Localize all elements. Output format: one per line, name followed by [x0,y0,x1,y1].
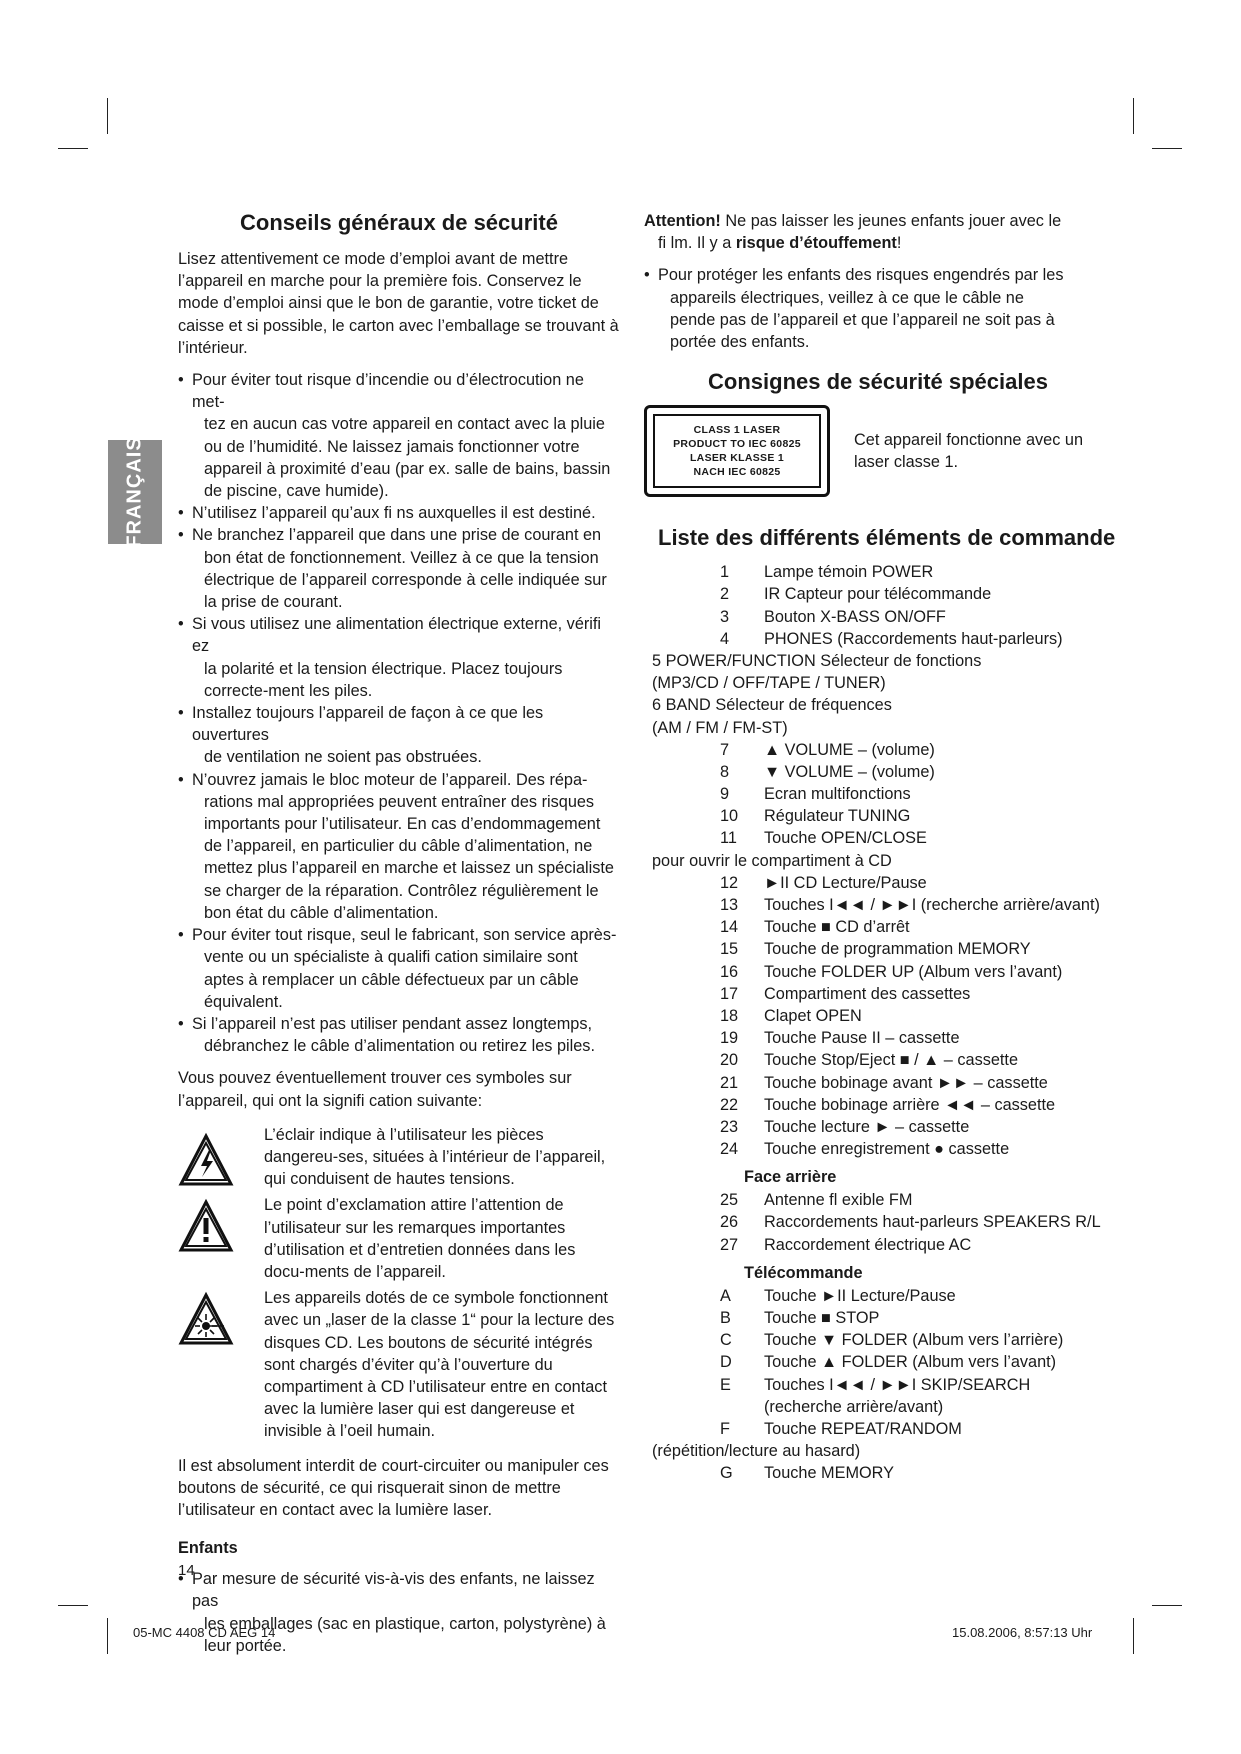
list-item: • N’utilisez l’appareil qu’aux fi ns auxquelles il est destiné. [178,502,620,524]
footer-right: 15.08.2006, 8:57:13 Uhr [952,1625,1093,1640]
laser-symbol-text: Les appareils dotés de ce symbole fonctionnent avec un „laser de la classe 1“ pour la lecture des disques CD. Les boutons de sécurité intégrés sont chargés d’éviter qu’à l’ouverture du compartiment à CD l’utilisateur entre en contact avec la lumière laser qui est dangereuse et invisible à l’oeil humain. [264,1289,615,1441]
symbols-list [178,1124,620,1443]
laser-label-line: PRODUCT TO IEC 60825 [673,438,801,451]
language-tab-label: FRANÇAIS [123,436,146,548]
list-item: 23 Touche lecture ► – cassette [720,1117,970,1136]
list-item: 13 Touches I◄◄ / ►►I (recherche arrière/avant) [720,896,1100,915]
list-item: pour ouvrir le compartiment à CD [652,851,892,870]
list-item: 21 Touche bobinage avant ►► – cassette [720,1073,1048,1092]
symbol-row [178,1124,620,1191]
crop-mark [1133,1618,1134,1654]
crop-mark [58,1605,88,1606]
list-item: (AM / FM / FM-ST) [652,718,788,737]
list-item: G Touche MEMORY [720,1464,894,1483]
list-item: F Touche REPEAT/RANDOM [720,1419,962,1438]
general-safety-title: Conseils généraux de sécurité [240,210,558,235]
list-item: • Si vous utilisez une alimentation électrique externe, vérifi ez la polarité et la tension électrique. Placez toujours correcte-ment les piles. [178,613,620,702]
crop-mark [107,98,108,134]
lightning-warning-icon [178,1132,240,1188]
symbol-row [178,1287,620,1442]
laser-class-label [644,405,830,497]
symbol-row [178,1194,620,1283]
list-item: 11 Touche OPEN/CLOSE [720,829,927,848]
protect-bullet-list [644,264,1144,353]
list-item: 1 Lampe témoin POWER [720,563,934,582]
list-item: • Ne branchez l’appareil que dans une prise de courant en bon état de fonctionnement. Veillez à ce que la tension électrique de l’appareil corresponde à celle indiquée sur la prise de courant. [178,524,620,613]
laser-label-line: CLASS 1 LASER [693,424,781,437]
controls-list [644,561,1144,1160]
list-item: 7 ▲ VOLUME – (volume) [720,740,935,759]
list-item: D Touche ▲ FOLDER (Album vers l’avant) [720,1353,1057,1372]
rear-list [644,1189,1144,1256]
list-item: 26 Raccordements haut-parleurs SPEAKERS R/L [720,1213,1101,1232]
rear-heading: Face arrière [744,1168,837,1187]
list-item: 25 Antenne fl exible FM [720,1191,913,1210]
lightning-symbol-text: L’éclair indique à l’utilisateur les pièces dangereu-ses, situées à l’intérieur de l’appareil, qui conduisent de hautes tensions. [264,1125,606,1189]
list-item: 2 IR Capteur pour télécommande [720,585,992,604]
list-item: (répétition/lecture au hasard) [652,1442,861,1461]
children-heading: Enfants [178,1539,238,1558]
list-item: • Pour éviter tout risque, seul le fabricant, son service après- vente ou un spécialiste à qualifi cation similaire sont aptes à remplacer un câble défectueux par un câble équivalent. [178,924,620,1013]
exclamation-symbol-text: Le point d’exclamation attire l’attention de l’utilisateur sur les remarques importantes d’utilisation et d’entretien données dans les docu-ments de l’appareil. [264,1196,576,1281]
list-item: 17 Compartiment des cassettes [720,984,971,1003]
laser-class-block [644,405,1144,497]
list-item: 8 ▼ VOLUME – (volume) [720,762,935,781]
list-item: (MP3/CD / OFF/TAPE / TUNER) [652,674,886,693]
list-item: 20 Touche Stop/Eject ■ / ▲ – cassette [720,1051,1019,1070]
left-column [178,210,620,1657]
controls-title: Liste des différents éléments de commande [658,525,1116,551]
crop-mark [107,1618,108,1654]
list-item: • N’ouvrez jamais le bloc moteur de l’appareil. Des répa- rations mal appropriées peuvent entraîner des risques importants pour l’utilisateur. En cas d’endommagement de l’appareil, en particulier du câble d’alimentation, ne mettez plus l’appareil en marche et laissez un spécialiste se charger de la réparation. Contrôlez régulièrement le bon état du câble d’alimentation. [178,769,620,924]
remote-heading: Télécommande [744,1263,863,1282]
list-item: C Touche ▼ FOLDER (Album vers l’arrière) [720,1331,1064,1350]
list-item: E Touches I◄◄ / ►►I SKIP/SEARCH [720,1375,1031,1394]
list-item: 19 Touche Pause II – cassette [720,1029,960,1048]
intro-paragraph: Lisez attentivement ce mode d’emploi avant de mettre l’appareil en marche pour la première fois. Conservez le mode d’emploi ainsi que le bon de garantie, votre ticket de caisse et si possible, le carton avec l’emballage se trouvant à l’intérieur. [178,250,619,357]
list-item: 18 Clapet OPEN [720,1006,862,1025]
list-item: 5 POWER/FUNCTION Sélecteur de fonctions [652,651,982,670]
crop-mark [1152,1605,1182,1606]
symbols-intro: Vous pouvez éventuellement trouver ces symboles sur l’appareil, qui ont la signifi cation suivante: [178,1069,572,1110]
attention-paragraph: Attention! Ne pas laisser les jeunes enfants jouer avec le fi lm. Il y a risque d’étouffement! [644,212,1062,253]
list-item: A Touche ►II Lecture/Pause [720,1286,956,1305]
list-item: 16 Touche FOLDER UP (Album vers l’avant) [720,962,1063,981]
list-item: • Pour éviter tout risque d’incendie ou d’électrocution ne met- tez en aucun cas votre appareil en contact avec la pluie ou de l’humidité. Ne laissez jamais fonctionner votre appareil à proximité d’eau (par ex. salle de bains, bassin de piscine, cave humide). [178,369,620,502]
right-column [644,210,1144,1485]
crop-mark [1133,98,1134,134]
laser-warning-icon [178,1291,240,1347]
list-item: B Touche ■ STOP [720,1309,880,1328]
list-item: 6 BAND Sélecteur de fréquences [652,696,892,715]
page-number: 14 [178,1562,195,1579]
list-item: 27 Raccordement électrique AC [720,1235,972,1254]
footer-left: 05-MC 4408 CD AEG 14 [133,1625,276,1640]
list-item: 12 ►II CD Lecture/Pause [720,873,927,892]
special-safety-title: Consignes de sécurité spéciales [708,369,1048,395]
list-item: 9 Ecran multifonctions [720,785,911,804]
list-item: 4 PHONES (Raccordements haut-parleurs) [720,629,1063,648]
remote-list [644,1285,1144,1485]
laser-class-text: Cet appareil fonctionne avec un laser classe 1. [854,431,1083,472]
list-item: 22 Touche bobinage arrière ◄◄ – cassette [720,1095,1056,1114]
list-item: 24 Touche enregistrement ● cassette [720,1140,1010,1159]
crop-mark [1152,148,1182,149]
safety-bullet-list [178,369,620,1057]
list-item: 15 Touche de programmation MEMORY [720,940,1031,959]
list-item: 3 Bouton X-BASS ON/OFF [720,607,946,626]
crop-mark [58,148,88,149]
list-item: (recherche arrière/avant) [764,1397,944,1416]
forbidden-paragraph: Il est absolument interdit de court-circuiter ou manipuler ces boutons de sécurité, ce qui risquerait sinon de mettre l’utilisateur en contact avec la lumière laser. [178,1456,609,1519]
list-item: • Par mesure de sécurité vis-à-vis des enfants, ne laissez pas les emballages (sac en plastique, carton, polystyrène) à leur portée. [178,1568,620,1657]
list-item: • Installez toujours l’appareil de façon à ce que les ouvertures de ventilation ne soient pas obstruées. [178,702,620,769]
list-item: • Si l’appareil n’est pas utiliser pendant assez longtemps, débranchez le câble d’alimentation ou retirez les piles. [178,1013,620,1057]
list-item: • Pour protéger les enfants des risques engendrés par les appareils électriques, veillez à ce que le câble ne pende pas de l’appareil et que l’appareil ne soit pas à portée des enfants. [644,264,1144,353]
laser-label-line: NACH IEC 60825 [693,466,781,479]
list-item: 10 Régulateur TUNING [720,807,911,826]
language-tab [108,436,162,548]
exclamation-warning-icon [178,1198,240,1254]
children-bullet-list [178,1568,620,1657]
laser-label-line: LASER KLASSE 1 [689,452,785,465]
list-item: 14 Touche ■ CD d’arrêt [720,918,910,937]
